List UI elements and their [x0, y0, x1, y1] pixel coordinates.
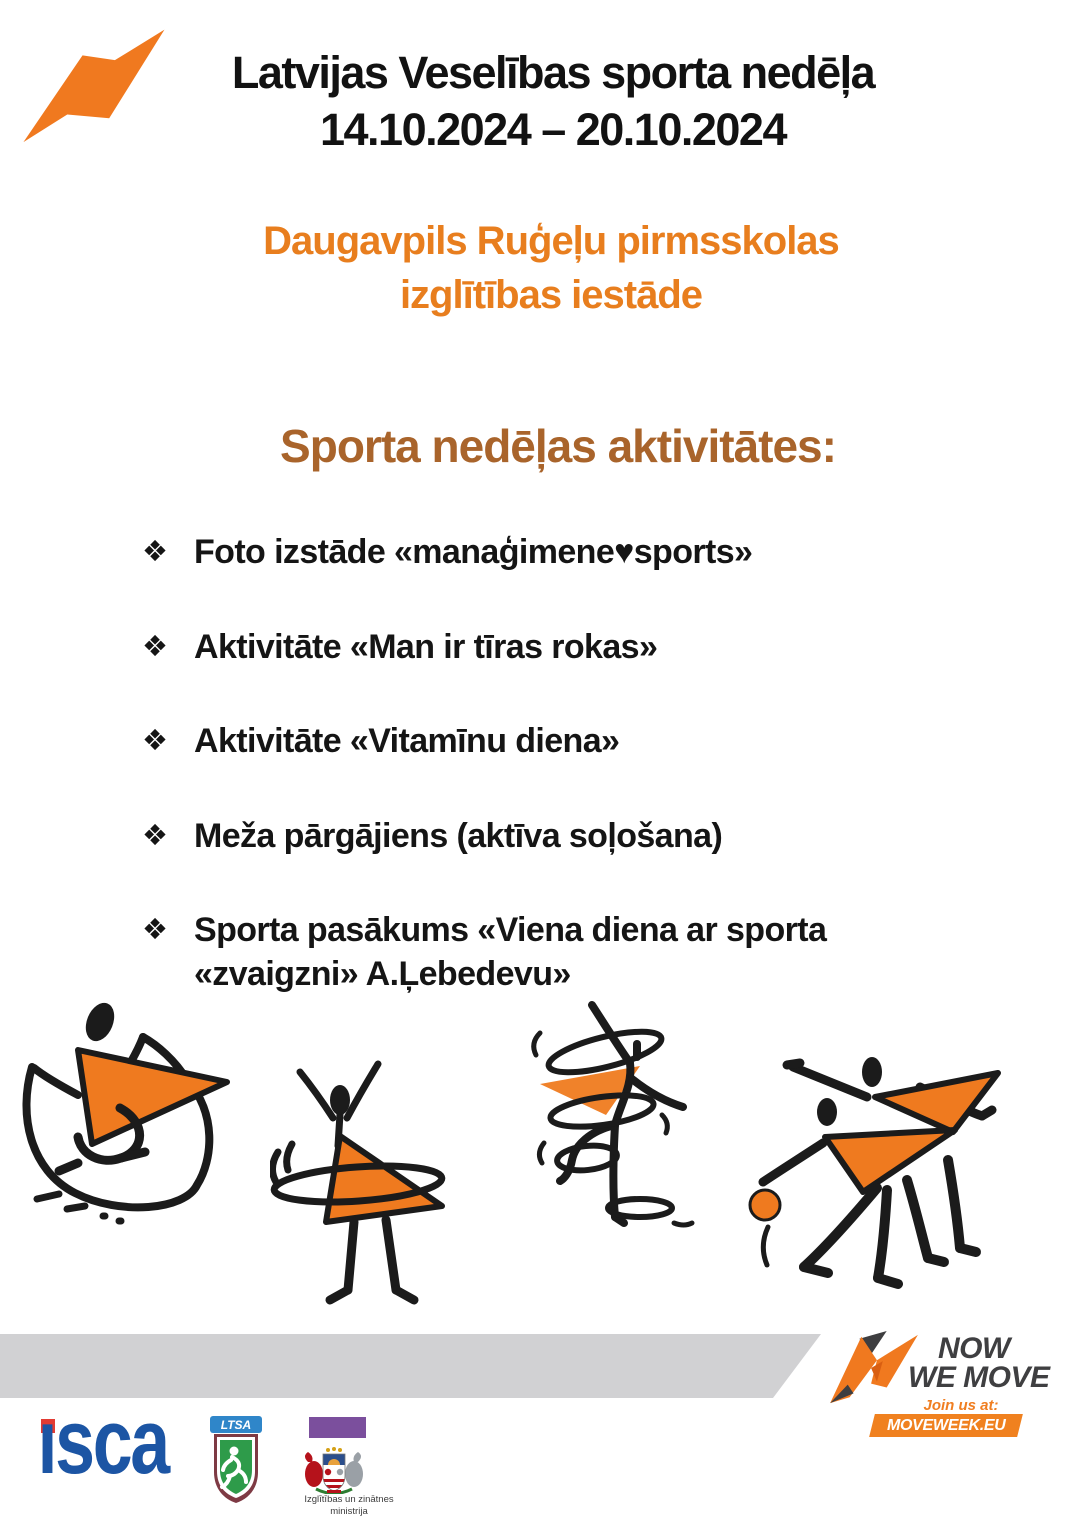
moveweek-url: MOVEWEEK.EU: [886, 1417, 1006, 1434]
hula-hoop-figure-illustration: [270, 1050, 480, 1320]
ltsa-logo: [204, 1414, 268, 1508]
ball-game-figures-illustration: [720, 1040, 1050, 1320]
isca-logo: [36, 1419, 184, 1477]
activity-text: Sporta pasākums «Viena diena ar sporta «zvaigzni» A.Ļebedevu»: [194, 911, 827, 993]
ministry-label: [288, 1494, 410, 1518]
now-we-move-wordmark-line2: WE MOVE: [908, 1361, 1050, 1394]
list-item: [142, 909, 938, 996]
isca-wordmark: ısca: [37, 1419, 168, 1477]
ltsa-wordmark: LTSA: [220, 1418, 252, 1432]
join-us-label: Join us at:: [923, 1397, 999, 1414]
activity-text: Meža pārgājiens (aktīva soļošana): [194, 816, 723, 855]
latvia-coat-of-arms: [300, 1446, 370, 1494]
activity-text: Aktivitāte «Man ir tīras rokas»: [194, 627, 658, 666]
title-line1: Latvijas Veselības sporta nedēļa: [231, 47, 875, 98]
activity-text: Foto izstāde «manaģimene♥sports»: [194, 533, 753, 571]
jump-rope-figure-illustration: [15, 995, 260, 1230]
organization-name: [16, 214, 1086, 322]
activities-heading: Sporta nedēļas aktivitātes:: [280, 420, 836, 472]
page-title: [20, 44, 1086, 158]
title-line2: 14.10.2024 – 20.10.2024: [320, 104, 786, 155]
list-item: [142, 531, 938, 575]
diamond-bullet-icon: ❖: [142, 725, 168, 758]
diamond-bullet-icon: ❖: [142, 914, 168, 947]
activity-text: Aktivitāte «Vitamīnu diena»: [194, 722, 620, 761]
list-item: [142, 626, 938, 670]
diamond-bullet-icon: ❖: [142, 536, 168, 568]
diamond-bullet-icon: ❖: [142, 819, 168, 852]
org-line2: izglītības iestāde: [399, 273, 703, 317]
org-line1: Daugavpils Ruģeļu pirmsskolas: [263, 219, 839, 263]
now-we-move-wordmark-line1: NOW: [938, 1332, 1010, 1365]
ministry-label-line2: ministrija: [330, 1505, 368, 1517]
activities-list: [142, 531, 938, 1047]
list-item: [142, 815, 938, 859]
gymnast-hoops-figure-illustration: [520, 995, 720, 1255]
purple-banner: [309, 1417, 366, 1438]
ministry-label-line1: Izglītības un zinātnes: [304, 1494, 394, 1505]
footer-bar: [0, 1334, 821, 1398]
moveweek-url-banner: [869, 1414, 1023, 1437]
diamond-bullet-icon: ❖: [142, 630, 168, 663]
list-item: [142, 720, 938, 764]
